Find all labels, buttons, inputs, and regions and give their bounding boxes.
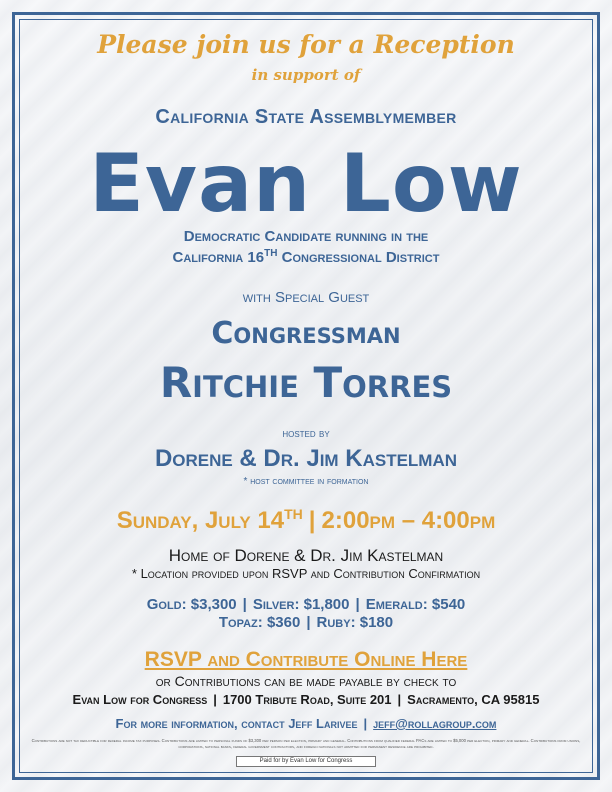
support-subheading: in support of bbox=[251, 66, 361, 84]
host-names: Dorene & Dr. Jim Kastelman bbox=[154, 445, 458, 472]
level-silver: Silver: $1,800 bbox=[252, 596, 350, 613]
paid-for-box: Paid for by Evan Low for Congress bbox=[236, 756, 376, 767]
candidate-title: California State Assemblymember bbox=[155, 106, 457, 128]
district-label: Congressional District bbox=[277, 249, 440, 266]
candidate-name: Evan Low bbox=[89, 137, 523, 230]
level-emerald: Emerald: $540 bbox=[365, 596, 466, 613]
contact-text: For more information, contact Jeff Larivee bbox=[115, 716, 358, 731]
rsvp-link[interactable]: RSVP and Contribute Online Here bbox=[144, 648, 468, 671]
candidate-description-line2 bbox=[0, 248, 612, 266]
check-note: or Contributions can be made payable by check to bbox=[155, 673, 457, 689]
mailing-address bbox=[0, 692, 612, 707]
contact-separator: | bbox=[363, 716, 368, 731]
event-date-time bbox=[0, 506, 612, 535]
invite-heading: Please join us for a Reception bbox=[97, 30, 515, 59]
candidate-description-line1: Democratic Candidate running in the bbox=[183, 228, 429, 245]
contact-info bbox=[0, 716, 612, 731]
level-separator: | bbox=[355, 596, 360, 613]
event-date-suffix: TH bbox=[284, 506, 303, 522]
event-time: 2:00pm – 4:00pm bbox=[321, 507, 496, 534]
level-gold: Gold: $3,300 bbox=[146, 596, 237, 613]
location-note: * Location provided upon RSVP and Contribution Confirmation bbox=[131, 566, 481, 581]
level-topaz: Topaz: $360 bbox=[218, 614, 301, 631]
event-date: Sunday, July 14 bbox=[116, 507, 285, 534]
contribution-levels-row1 bbox=[0, 596, 612, 613]
contribution-levels-row2 bbox=[0, 614, 612, 631]
level-separator: | bbox=[306, 614, 311, 631]
host-committee-note: * host committee in formation bbox=[243, 476, 369, 487]
street: 1700 Tribute Road, Suite 201 bbox=[222, 692, 392, 707]
hosted-by-intro: hosted by bbox=[282, 426, 330, 440]
event-location: Home of Dorene & Dr. Jim Kastelman bbox=[168, 546, 444, 565]
contact-email-link[interactable]: jeff@rollagroup.com bbox=[373, 716, 497, 731]
payee: Evan Low for Congress bbox=[72, 692, 208, 707]
special-guest-intro: with Special Guest bbox=[242, 289, 370, 306]
guest-name: Ritchie Torres bbox=[159, 358, 453, 407]
address-separator: | bbox=[397, 692, 402, 707]
level-ruby: Ruby: $180 bbox=[316, 614, 394, 631]
guest-title: Congressman bbox=[211, 316, 401, 351]
address-separator: | bbox=[213, 692, 217, 707]
city: Sacramento, CA 95815 bbox=[407, 692, 540, 707]
level-separator: | bbox=[242, 596, 247, 613]
district-suffix: TH bbox=[264, 248, 278, 259]
legal-disclaimer: Contributions are not tax deductible for federal income tax purposes. Contributions are limited to personal funds of $3,300 per person per election, primary and general. Contributions from qualified federal PACs are limited to $5,000 per election, primary and general. Contributions from unions, corporations, national banks, federal government contractors, and foreign nationals not admitted for permanent residence are prohibited. bbox=[31, 738, 581, 749]
district-number: California 16 bbox=[172, 249, 265, 266]
date-time-separator: | bbox=[308, 507, 316, 534]
